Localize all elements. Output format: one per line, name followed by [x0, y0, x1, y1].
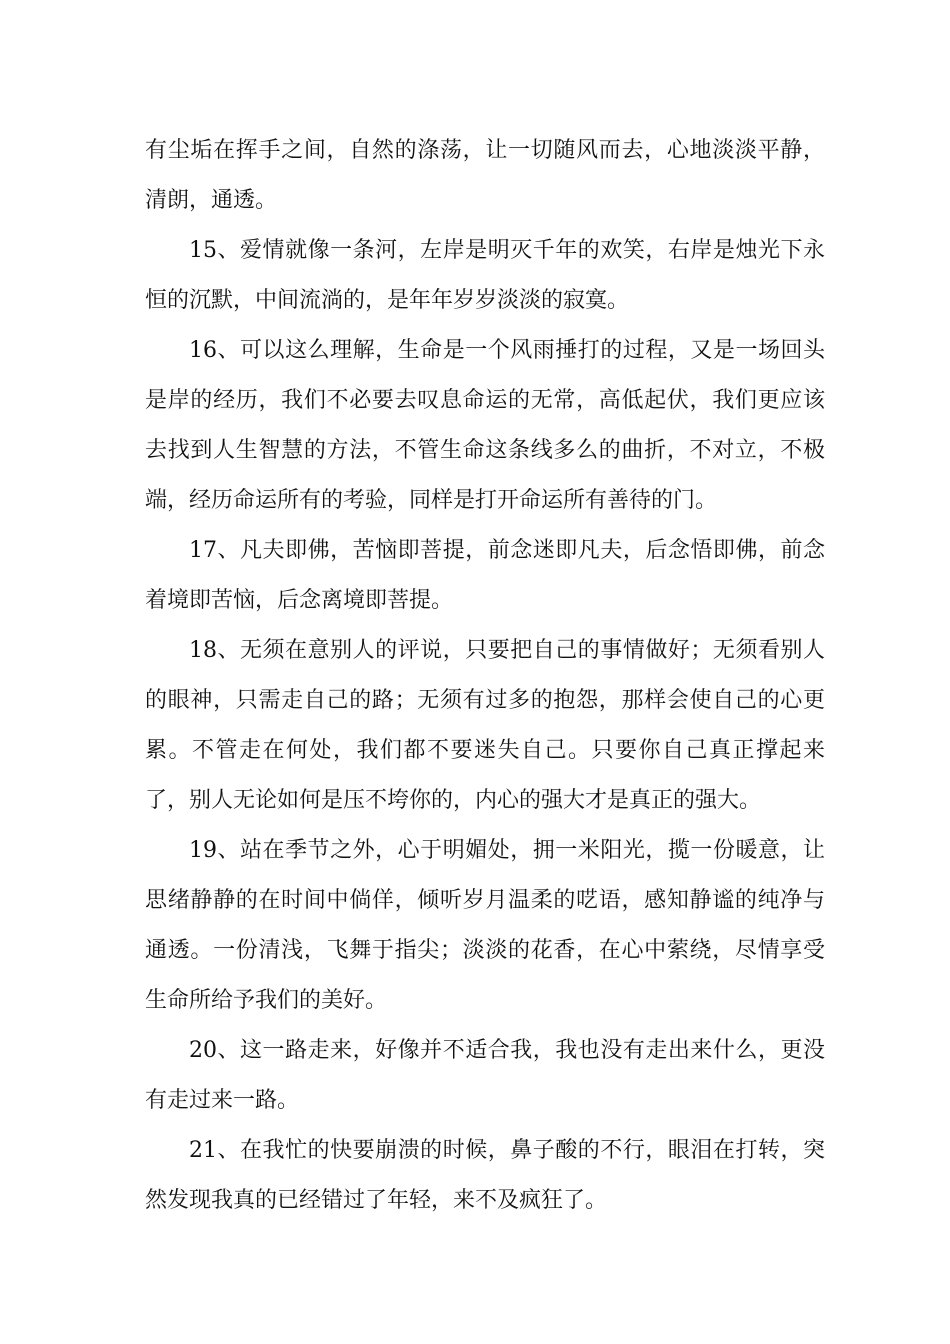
paragraph-20: 20、这一路走来，好像并不适合我，我也没有走出来什么，更没有走过来一路。 — [145, 1038, 825, 1113]
paragraph-15: 15、爱情就像一条河，左岸是明灭千年的欢笑，右岸是烛光下永恒的沉默，中间流淌的，是年年岁岁淡淡的寂寞。 — [145, 238, 825, 313]
paragraph-19: 19、站在季节之外，心于明媚处，拥一米阳光，揽一份暖意，让思绪静静的在时间中倘佯，倾听岁月温柔的呓语，感知静谧的纯净与通透。一份清浅，飞舞于指尖；淡淡的花香，在心中萦绕，尽情享受生命所给予我们的美好。 — [145, 838, 825, 1013]
document-body — [145, 126, 825, 1226]
paragraph-continuation: 有尘垢在挥手之间，自然的涤荡，让一切随风而去，心地淡淡平静，清朗，通透。 — [145, 138, 825, 213]
paragraph-18: 18、无须在意别人的评说，只要把自己的事情做好；无须看别人的眼神，只需走自己的路；无须有过多的抱怨，那样会使自己的心更累。不管走在何处，我们都不要迷失自己。只要你自己真正撑起来了，别人无论如何是压不垮你的，内心的强大才是真正的强大。 — [145, 638, 825, 813]
paragraph-17: 17、凡夫即佛，苦恼即菩提，前念迷即凡夫，后念悟即佛，前念着境即苦恼，后念离境即菩提。 — [145, 538, 825, 613]
paragraph-16: 16、可以这么理解，生命是一个风雨捶打的过程，又是一场回头是岸的经历，我们不必要去叹息命运的无常，高低起伏，我们更应该去找到人生智慧的方法，不管生命这条线多么的曲折，不对立，不极端，经历命运所有的考验，同样是打开命运所有善待的门。 — [145, 338, 825, 513]
paragraph-21: 21、在我忙的快要崩溃的时候，鼻子酸的不行，眼泪在打转，突然发现我真的已经错过了年轻，来不及疯狂了。 — [145, 1138, 825, 1213]
